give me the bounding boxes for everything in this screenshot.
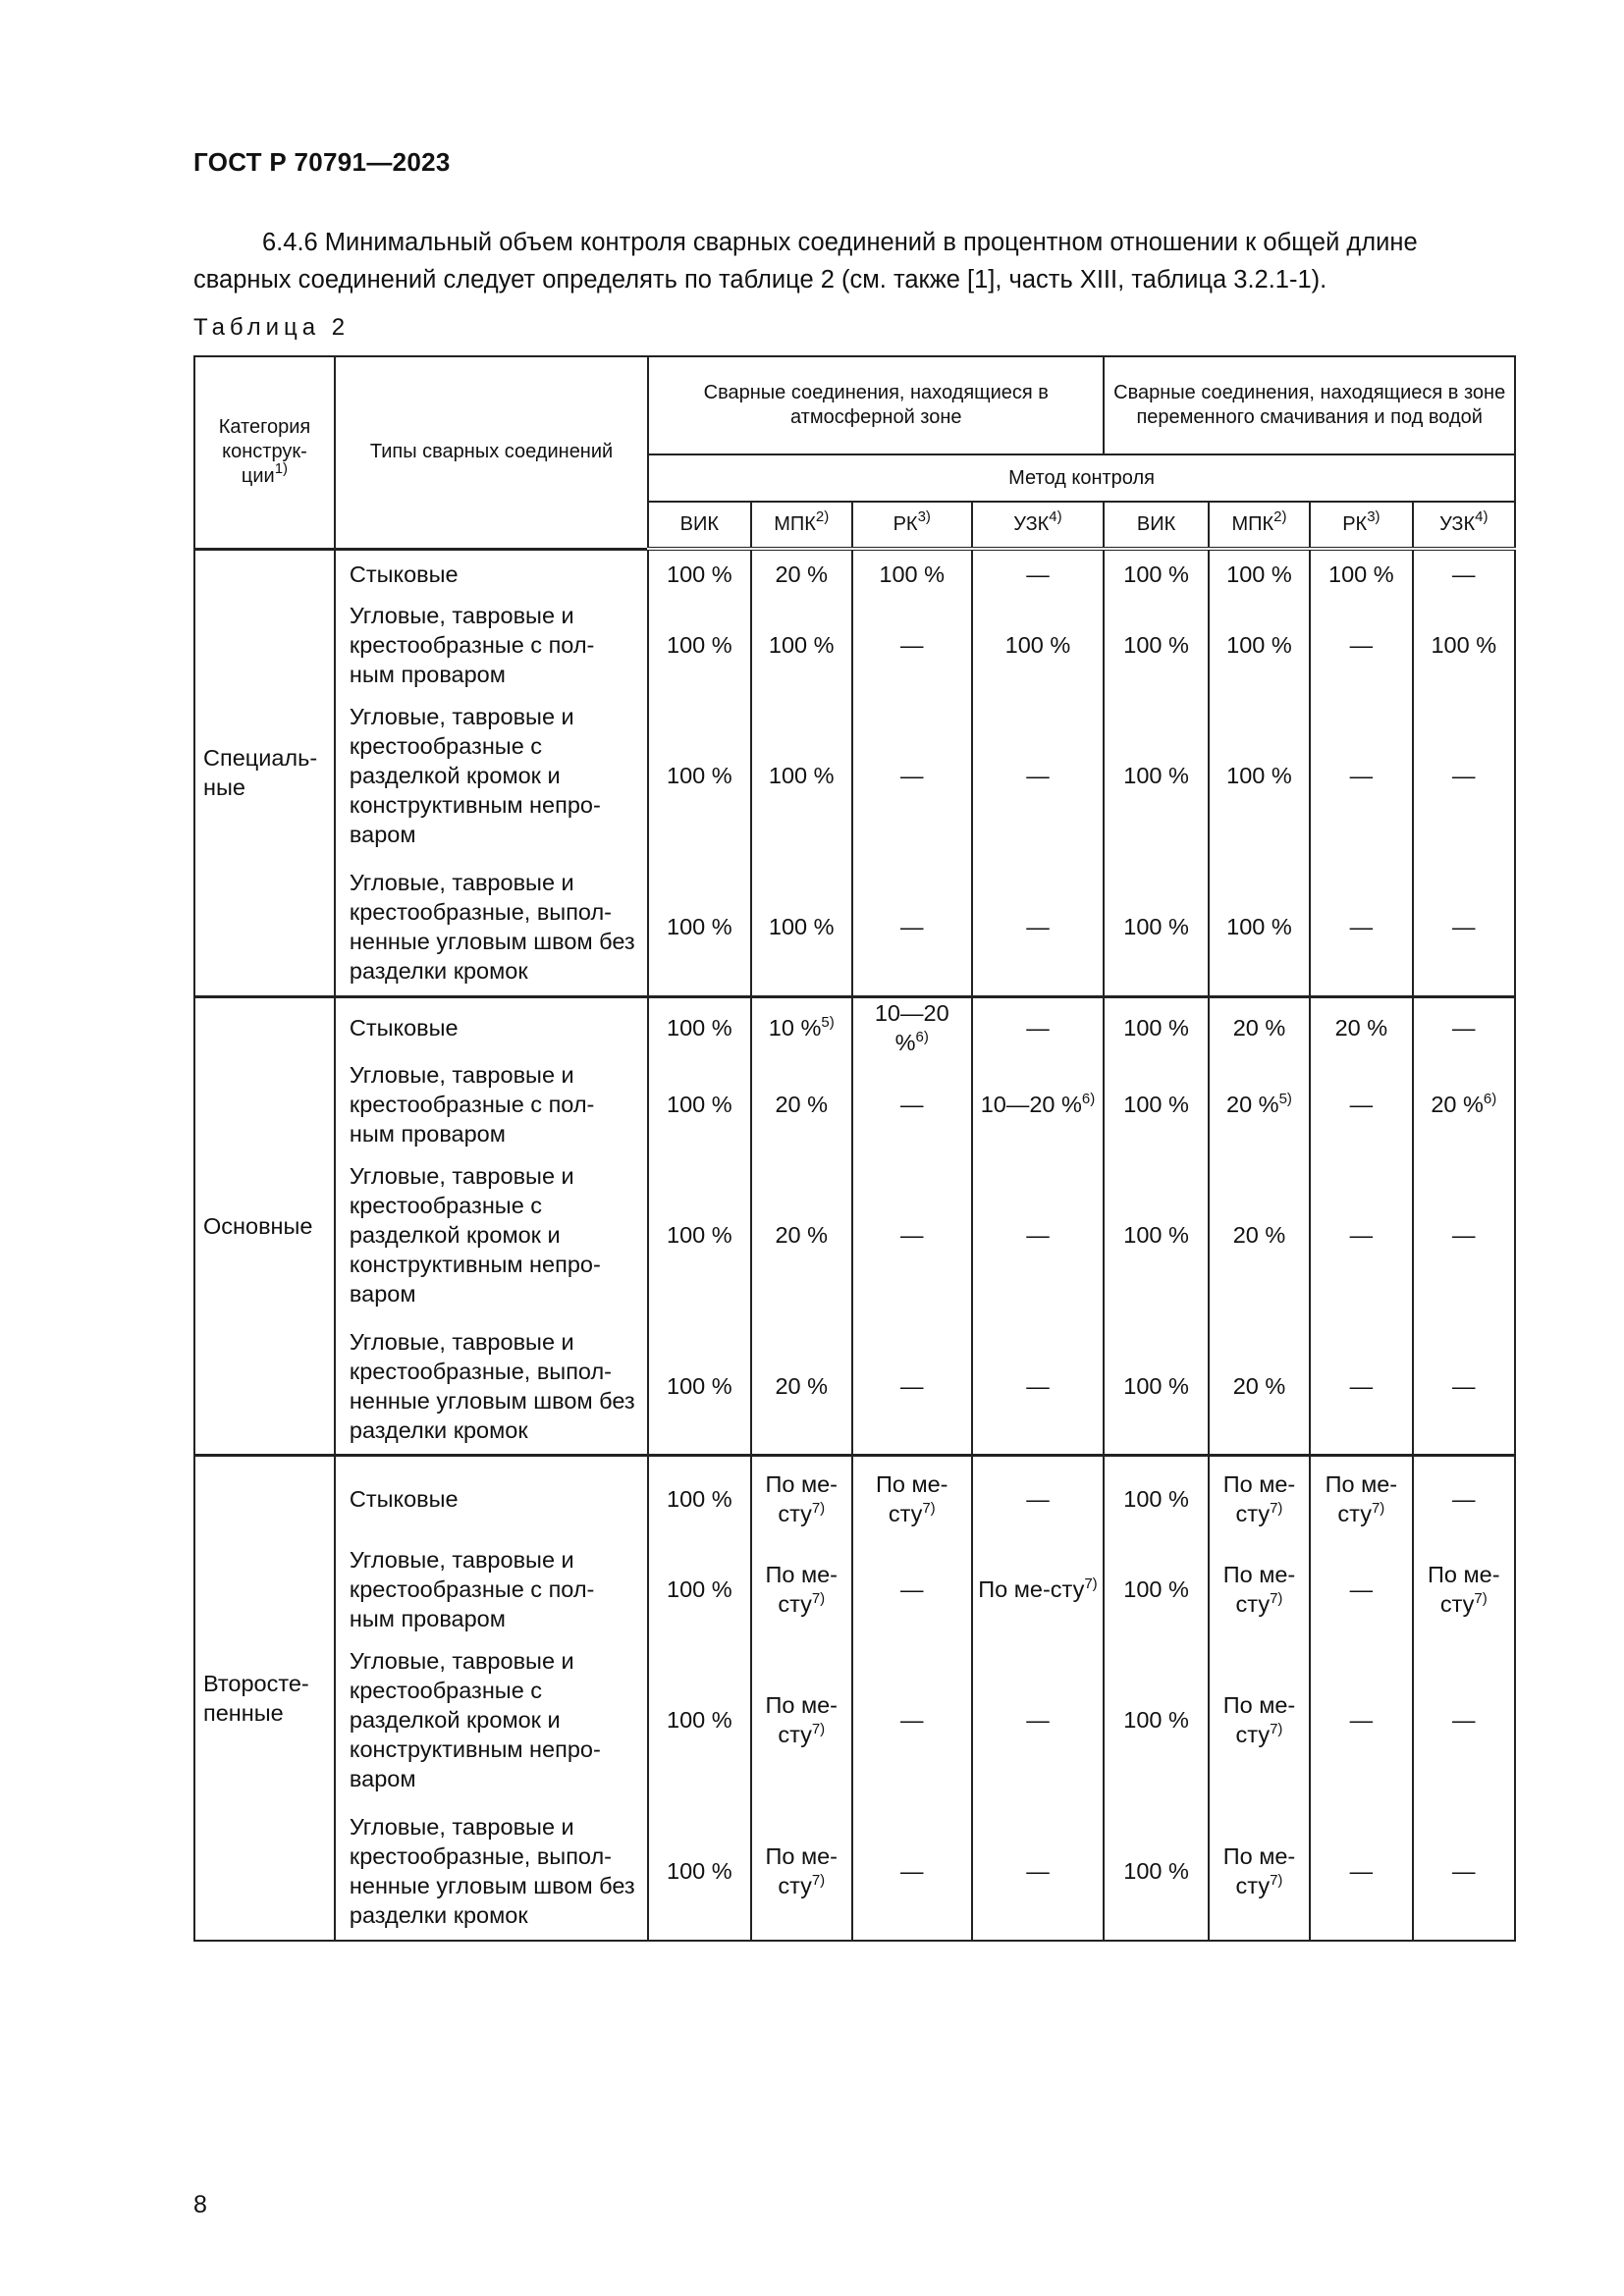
value-cell: 100 %: [648, 1636, 750, 1803]
value-cell: По ме-сту$^{7)}$: [852, 1456, 972, 1542]
value-cell: —: [852, 598, 972, 692]
table-row: [194, 859, 1515, 996]
value-cell: 20 %: [751, 549, 852, 598]
table-row: [194, 692, 1515, 859]
weld-type-cell: Стыковые: [335, 549, 648, 598]
value-cell: —: [852, 1318, 972, 1456]
value-cell: —: [1413, 996, 1515, 1057]
value-cell: 100 %: [1209, 549, 1310, 598]
value-cell: —: [1413, 1456, 1515, 1542]
value-cell: По ме-сту$^{7)}$: [1209, 1636, 1310, 1803]
value-cell: По ме-сту$^{7)}$: [1209, 1803, 1310, 1941]
weld-type-cell: Угловые, тавровые и крестообразные, выпол-ненные угловым швом без разделки кромок: [335, 1318, 648, 1456]
value-cell: 20 %$^{6)}$: [1413, 1057, 1515, 1151]
value-cell: 100 %: [1104, 1057, 1208, 1151]
value-cell: 100 %: [648, 1151, 750, 1318]
value-cell: 100 %: [751, 692, 852, 859]
value-cell: —: [1413, 1151, 1515, 1318]
value-cell: 100 %: [972, 598, 1105, 692]
category-cell: Второсте-пенные: [194, 1456, 335, 1941]
value-cell: По ме-сту$^{7)}$: [751, 1542, 852, 1636]
value-cell: 100 %: [648, 1057, 750, 1151]
page-number: 8: [193, 2191, 207, 2218]
value-cell: 100 %: [751, 598, 852, 692]
value-cell: —: [1310, 598, 1412, 692]
header-zone-atmospheric: Сварные соединения, находящиеся в атмосферной зоне: [648, 356, 1104, 454]
value-cell: 100 %: [1104, 996, 1208, 1057]
table-row: [194, 549, 1515, 598]
value-cell: По ме-сту$^{7)}$: [751, 1803, 852, 1941]
weld-type-cell: Угловые, тавровые и крестообразные с разделкой кромок и конструктивным непро-варом: [335, 1151, 648, 1318]
value-cell: По ме-сту$^{7)}$: [972, 1542, 1105, 1636]
weld-type-cell: Угловые, тавровые и крестообразные с пол-ным проваром: [335, 1057, 648, 1151]
category-cell: Специаль-ные: [194, 549, 335, 996]
weld-type-cell: Угловые, тавровые и крестообразные с пол-ным проваром: [335, 598, 648, 692]
value-cell: —: [852, 1542, 972, 1636]
value-cell: —: [1413, 859, 1515, 996]
value-cell: —: [1310, 1151, 1412, 1318]
value-cell: —: [972, 1151, 1105, 1318]
value-cell: —: [972, 549, 1105, 598]
value-cell: 100 %: [1209, 692, 1310, 859]
value-cell: —: [852, 692, 972, 859]
value-cell: 100 %: [1104, 1151, 1208, 1318]
value-cell: 20 %: [751, 1057, 852, 1151]
header-category: Категория конструк-ции$^{1)}$: [194, 356, 335, 549]
value-cell: 100 %: [648, 996, 750, 1057]
value-cell: 100 %: [1104, 598, 1208, 692]
value-cell: —: [1310, 1636, 1412, 1803]
value-cell: 100 %: [751, 859, 852, 996]
value-cell: 100 %: [1104, 1456, 1208, 1542]
table-row: [194, 1318, 1515, 1456]
value-cell: 20 %: [1310, 996, 1412, 1057]
value-cell: —: [1413, 692, 1515, 859]
value-cell: —: [852, 1057, 972, 1151]
value-cell: 20 %: [751, 1318, 852, 1456]
value-cell: 100 %: [1104, 1803, 1208, 1941]
value-cell: 100 %: [648, 692, 750, 859]
table-row: [194, 1151, 1515, 1318]
value-cell: —: [972, 1636, 1105, 1803]
value-cell: 10 %$^{5)}$: [751, 996, 852, 1057]
intro-paragraph: [193, 224, 1514, 298]
weld-type-cell: Угловые, тавровые и крестообразные с разделкой кромок и конструктивным непро-варом: [335, 692, 648, 859]
value-cell: 100 %: [648, 859, 750, 996]
value-cell: —: [972, 996, 1105, 1057]
table-row: [194, 1803, 1515, 1941]
table-row: [194, 1636, 1515, 1803]
table-row: [194, 996, 1515, 1057]
header-method-6: РК$^{3)}$: [1310, 502, 1412, 549]
weld-type-cell: Угловые, тавровые и крестообразные с пол-ным проваром: [335, 1542, 648, 1636]
value-cell: 20 %: [1209, 996, 1310, 1057]
header-method-3: УЗК$^{4)}$: [972, 502, 1105, 549]
value-cell: 20 %: [1209, 1151, 1310, 1318]
value-cell: 100 %: [648, 598, 750, 692]
value-cell: —: [972, 692, 1105, 859]
weld-type-cell: Угловые, тавровые и крестообразные, выпол-ненные угловым швом без разделки кромок: [335, 859, 648, 996]
value-cell: По ме-сту$^{7)}$: [1209, 1456, 1310, 1542]
weld-type-cell: Угловые, тавровые и крестообразные с разделкой кромок и конструктивным непро-варом: [335, 1636, 648, 1803]
header-method-2: РК$^{3)}$: [852, 502, 972, 549]
value-cell: 10—20 %$^{6)}$: [852, 996, 972, 1057]
value-cell: —: [852, 1636, 972, 1803]
value-cell: 20 %: [1209, 1318, 1310, 1456]
header-weld-types: Типы сварных соединений: [335, 356, 648, 549]
value-cell: 100 %: [1104, 549, 1208, 598]
value-cell: —: [972, 1803, 1105, 1941]
value-cell: —: [1310, 859, 1412, 996]
value-cell: —: [972, 1318, 1105, 1456]
value-cell: 100 %: [1209, 859, 1310, 996]
value-cell: 20 %$^{5)}$: [1209, 1057, 1310, 1151]
value-cell: По ме-сту$^{7)}$: [1209, 1542, 1310, 1636]
header-method-5: МПК$^{2)}$: [1209, 502, 1310, 549]
value-cell: —: [1310, 692, 1412, 859]
table-caption: Таблица 2: [193, 314, 351, 341]
value-cell: —: [852, 1151, 972, 1318]
value-cell: По ме-сту$^{7)}$: [1310, 1456, 1412, 1542]
value-cell: 100 %: [1104, 1318, 1208, 1456]
value-cell: 100 %: [852, 549, 972, 598]
value-cell: 100 %: [648, 549, 750, 598]
value-cell: —: [1413, 549, 1515, 598]
value-cell: 100 %: [1413, 598, 1515, 692]
value-cell: 100 %: [648, 1318, 750, 1456]
value-cell: По ме-сту$^{7)}$: [751, 1636, 852, 1803]
value-cell: 100 %: [1104, 692, 1208, 859]
value-cell: —: [1310, 1318, 1412, 1456]
value-cell: 100 %: [648, 1542, 750, 1636]
value-cell: 100 %: [1104, 1542, 1208, 1636]
weld-type-cell: Стыковые: [335, 996, 648, 1057]
value-cell: —: [1310, 1803, 1412, 1941]
weld-control-table: [193, 355, 1516, 1942]
table-row: [194, 1542, 1515, 1636]
value-cell: —: [972, 859, 1105, 996]
header-control-method: Метод контроля: [648, 454, 1515, 502]
header-method-7: УЗК$^{4)}$: [1413, 502, 1515, 549]
value-cell: 100 %: [1104, 1636, 1208, 1803]
table-row: [194, 598, 1515, 692]
category-cell: Основные: [194, 996, 335, 1456]
value-cell: По ме-сту$^{7)}$: [751, 1456, 852, 1542]
value-cell: 100 %: [648, 1803, 750, 1941]
value-cell: —: [1413, 1803, 1515, 1941]
value-cell: —: [852, 1803, 972, 1941]
header-zone-water: Сварные соединения, находящиеся в зоне переменного смачивания и под водой: [1104, 356, 1515, 454]
value-cell: —: [1413, 1318, 1515, 1456]
value-cell: 100 %: [1104, 859, 1208, 996]
value-cell: 10—20 %$^{6)}$: [972, 1057, 1105, 1151]
value-cell: 100 %: [1310, 549, 1412, 598]
value-cell: 100 %: [648, 1456, 750, 1542]
value-cell: —: [852, 859, 972, 996]
header-method-1: МПК$^{2)}$: [751, 502, 852, 549]
value-cell: По ме-сту$^{7)}$: [1413, 1542, 1515, 1636]
document-code: ГОСТ Р 70791—2023: [193, 147, 451, 177]
intro-text: 6.4.6 Минимальный объем контроля сварных соединений в процентном отношении к общей длине сварных соединений следует определять по таблице 2 (см. также [1], часть XIII, таблица 3.2.1-1).: [193, 229, 1418, 294]
value-cell: —: [972, 1456, 1105, 1542]
table-row: [194, 1456, 1515, 1542]
value-cell: —: [1310, 1057, 1412, 1151]
header-method-0: ВИК: [648, 502, 750, 549]
value-cell: 100 %: [1209, 598, 1310, 692]
weld-type-cell: Угловые, тавровые и крестообразные, выпол-ненные угловым швом без разделки кромок: [335, 1803, 648, 1941]
header-method-4: ВИК: [1104, 502, 1208, 549]
value-cell: —: [1413, 1636, 1515, 1803]
value-cell: —: [1310, 1542, 1412, 1636]
value-cell: 20 %: [751, 1151, 852, 1318]
weld-type-cell: Стыковые: [335, 1456, 648, 1542]
table-row: [194, 1057, 1515, 1151]
